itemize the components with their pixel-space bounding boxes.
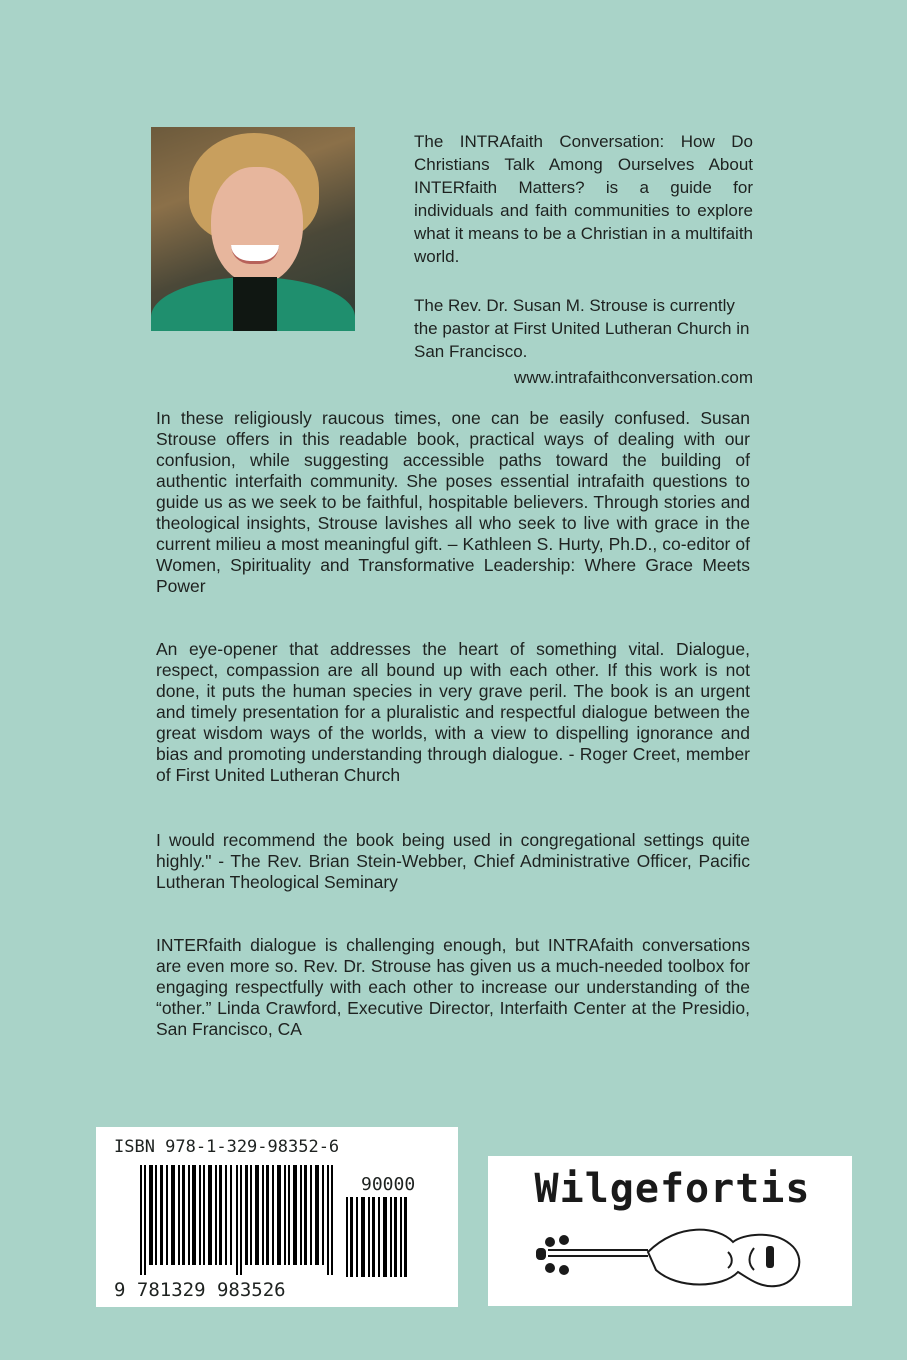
- author-photo: [151, 127, 355, 331]
- publisher-name: Wilgefortis: [534, 1166, 811, 1212]
- isbn-barcode: [96, 1127, 458, 1307]
- publisher-logo: [488, 1156, 852, 1306]
- isbn-label: ISBN 978-1-329-98352-6: [114, 1137, 340, 1157]
- price-addon-bars: [346, 1197, 408, 1277]
- barcode-digits: 9 781329 983526: [114, 1279, 286, 1301]
- barcode-bars: [140, 1165, 340, 1275]
- endorsement-creet: An eye-opener that addresses the heart of something vital. Dialogue, respect, compassion are all bound up with each other. If this work is not done, it puts the human species in very grave peril. The book is an urgent and timely presentation for a pluralistic and respectful dialogue between the great wisdom ways of the worlds, with a view to dispelling ignorance and bias and promoting understanding through dialogue. - Roger Creet, member of First United Lutheran Church: [156, 639, 750, 785]
- website-link[interactable]: www.intrafaithconversation.com: [513, 368, 753, 387]
- endorsement-stein-webber: I would recommend the book being used in congregational settings quite highly." - The Rev. Brian Stein-Webber, Chief Administrative Officer, Pacific Lutheran Theological Seminary: [156, 830, 750, 892]
- author-bio: The Rev. Dr. Susan M. Strouse is currently the pastor at First United Lutheran Church in San Francisco.: [414, 296, 750, 361]
- book-description: The INTRAfaith Conversation: How Do Christians Talk Among Ourselves About INTERfaith Matters? is a guide for individuals and faith communities to explore what it means to be a Christian in a multifaith world.: [414, 132, 753, 266]
- price-code: 90000: [361, 1174, 416, 1195]
- photo-face: [211, 167, 303, 285]
- endorsement-crawford: INTERfaith dialogue is challenging enough, but INTRAfaith conversations are even more so. Rev. Dr. Strouse has given us a much-needed toolbox for engaging respectfully with each other to increase our understanding of the “other.” Linda Crawford, Executive Director, Interfaith Center at the Presidio, San Francisco, CA: [156, 935, 750, 1039]
- violin-icon: [528, 1212, 818, 1297]
- endorsement-hurty: In these religiously raucous times, one can be easily confused. Susan Strouse offers in this readable book, practical ways of dealing with our confusion, while suggesting accessible paths toward the building of authentic interfaith community. She poses essential intrafaith questions to guide us as we seek to be faithful, hospitable believers. Through stories and theological insights, Strouse lavishes all who seek to live with grace in the current milieu a most meaningful gift. – Kathleen S. Hurty, Ph.D., co-editor of Women, Spirituality and Transformative Leadership: Where Grace Meets Power: [156, 408, 750, 596]
- photo-neckline: [233, 277, 277, 331]
